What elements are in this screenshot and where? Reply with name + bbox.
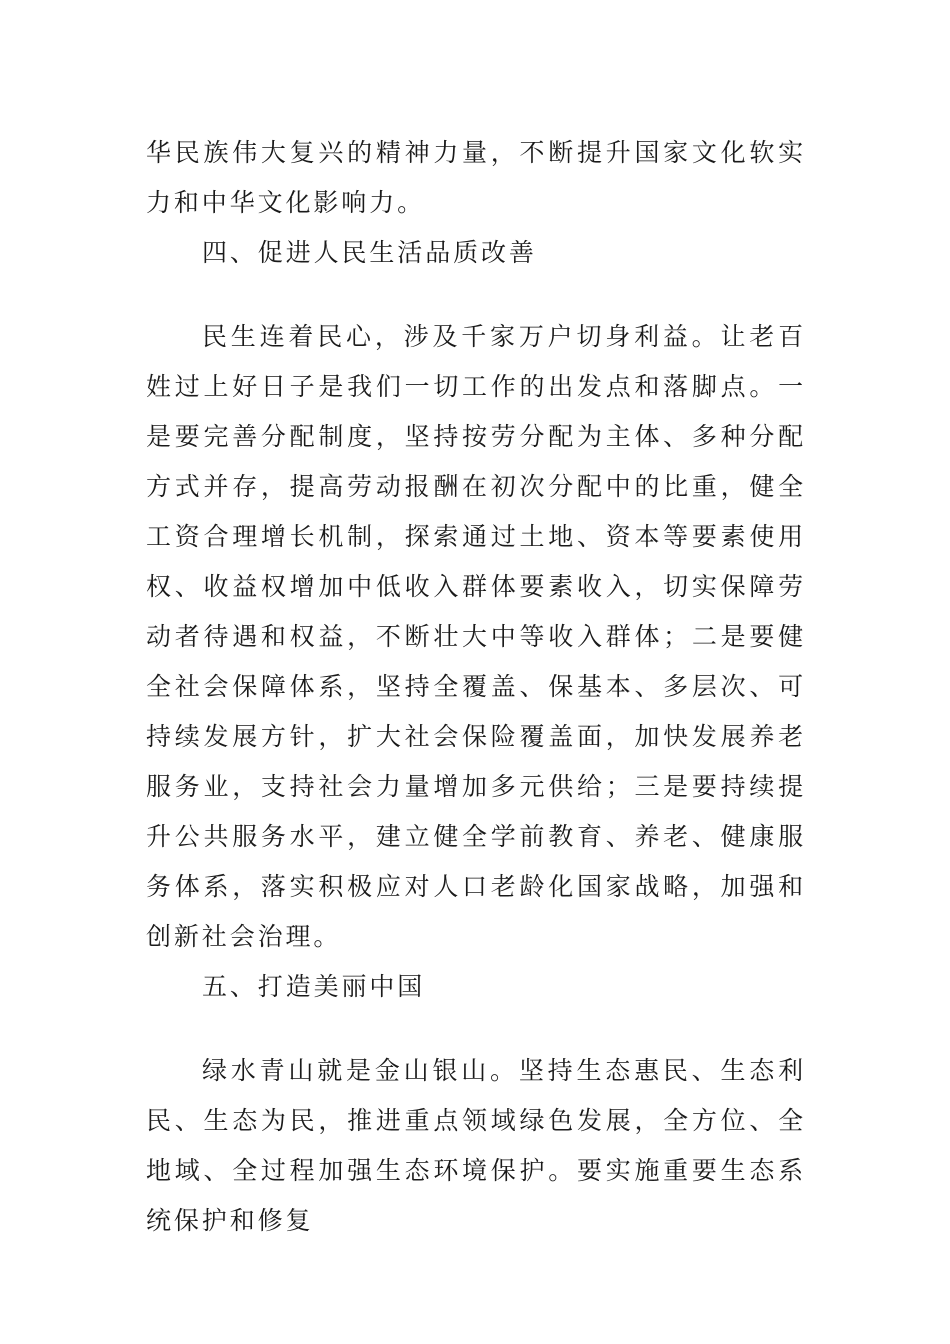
section-heading-5: 五、打造美丽中国 — [202, 972, 426, 1001]
document-body — [146, 128, 806, 1246]
paragraph-continued: 华民族伟大复兴的精神力量，不断提升国家文化软实力和中华文化影响力。 — [146, 138, 806, 217]
paragraph-ecology: 绿水青山就是金山银山。坚持生态惠民、生态利民、生态为民，推进重点领域绿色发展，全方位、全地域、全过程加强生态环境保护。要实施重要生态系统保护和修复 — [146, 1056, 806, 1235]
paragraph-livelihood: 民生连着民心，涉及千家万户切身利益。让老百姓过上好日子是我们一切工作的出发点和落脚点。一是要完善分配制度，坚持按劳分配为主体、多种分配方式并存，提高劳动报酬在初次分配中的比重，健全工资合理增长机制，探索通过土地、资本等要素使用权、收益权增加中低收入群体要素收入，切实保障劳动者待遇和权益，不断壮大中等收入群体；二是要健全社会保障体系，坚持全覆盖、保基本、多层次、可持续发展方针，扩大社会保险覆盖面，加快发展养老服务业，支持社会力量增加多元供给；三是要持续提升公共服务水平，建立健全学前教育、养老、健康服务体系，落实积极应对人口老龄化国家战略，加强和创新社会治理。 — [146, 322, 806, 951]
section-heading-4: 四、促进人民生活品质改善 — [202, 238, 537, 267]
